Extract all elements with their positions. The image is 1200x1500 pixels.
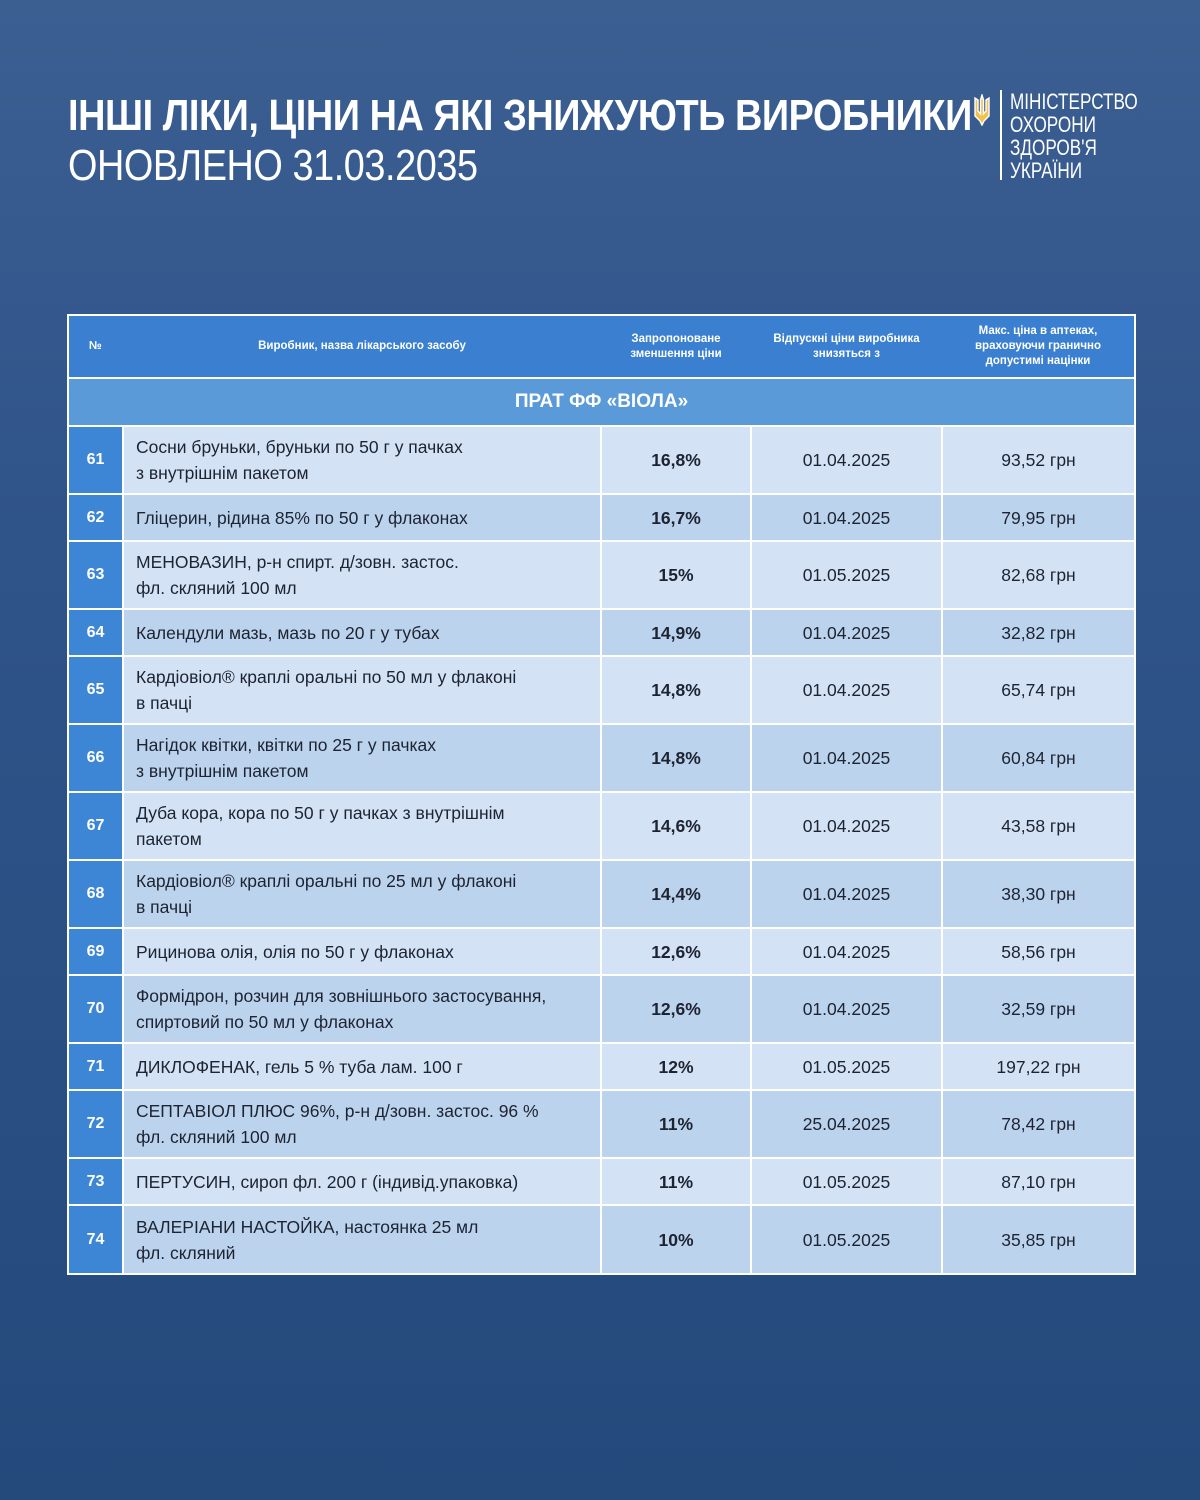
price-reduction-cell: 10%: [601, 1205, 751, 1273]
price-reduction-cell: 11%: [601, 1158, 751, 1205]
row-number: 72: [69, 1090, 123, 1158]
page-title: ІНШІ ЛІКИ, ЦІНИ НА ЯКІ ЗНИЖУЮТЬ ВИРОБНИКИ: [68, 91, 972, 140]
row-number: 69: [69, 928, 123, 975]
drug-name-line: СЕПТАВІОЛ ПЛЮС 96%, р-н д/зовн. застос. 96 %: [136, 1101, 539, 1121]
drug-name-line: ПЕРТУСИН, сироп фл. 200 г (індивід.упаковка): [136, 1171, 519, 1192]
table-row: [69, 860, 1134, 928]
price-reduction-cell: 12,6%: [601, 975, 751, 1043]
drug-name-line: ДИКЛОФЕНАК, гель 5 % туба лам. 100 г: [136, 1056, 463, 1077]
table-row: [69, 609, 1134, 656]
drug-name-line: в пачці: [136, 897, 193, 917]
logo-line: ОХОРОНИ: [1010, 112, 1096, 137]
drug-name-line: Календули мазь, мазь по 20 г у тубах: [136, 622, 440, 643]
column-header-price-reduction: Запропоноване зменшення ціни: [601, 316, 751, 378]
drug-name-line: Сосни бруньки, бруньки по 50 г у пачках: [136, 437, 463, 457]
manufacturer-group-row: [69, 378, 1134, 426]
effective-date-cell: 01.04.2025: [751, 494, 942, 541]
max-price-cell: 60,84 грн: [942, 724, 1134, 792]
drug-name-line: Нагідок квітки, квітки по 25 г у пачках: [136, 735, 436, 755]
table-row: [69, 656, 1134, 724]
effective-date-cell: 01.05.2025: [751, 1043, 942, 1090]
max-price-cell: 38,30 грн: [942, 860, 1134, 928]
row-number: 73: [69, 1158, 123, 1205]
drug-name-line: Кардіовіол® краплі оральні по 25 мл у флаконі: [136, 871, 517, 891]
row-number: 63: [69, 541, 123, 609]
max-price-cell: 35,85 грн: [942, 1205, 1134, 1273]
price-reduction-cell: 14,8%: [601, 656, 751, 724]
effective-date-cell: 01.04.2025: [751, 860, 942, 928]
row-number: 62: [69, 494, 123, 541]
drug-name-cell: [123, 792, 601, 860]
max-price-cell: 43,58 грн: [942, 792, 1134, 860]
max-price-cell: 65,74 грн: [942, 656, 1134, 724]
drug-name-line: МЕНОВАЗИН, р-н спирт. д/зовн. застос.: [136, 552, 459, 572]
row-number: 74: [69, 1205, 123, 1273]
max-price-cell: 93,52 грн: [942, 426, 1134, 494]
drug-name-cell: [123, 1158, 601, 1205]
price-table: [67, 314, 1136, 1275]
table-row: [69, 1043, 1134, 1090]
column-header-max-price: Макс. ціна в аптеках, враховуючи гранично допустимі націнки: [942, 316, 1134, 378]
drug-name-line: з внутрішнім пакетом: [136, 463, 309, 483]
column-header-number: №: [69, 316, 123, 378]
price-reduction-cell: 11%: [601, 1090, 751, 1158]
logo-divider: [1000, 90, 1002, 180]
table-row: [69, 494, 1134, 541]
price-reduction-cell: 16,7%: [601, 494, 751, 541]
drug-name-line: пакетом: [136, 829, 202, 849]
row-number: 71: [69, 1043, 123, 1090]
drug-name-cell: [123, 609, 601, 656]
effective-date-cell: 01.05.2025: [751, 541, 942, 609]
effective-date-cell: 01.05.2025: [751, 1205, 942, 1273]
drug-name-cell: [123, 928, 601, 975]
effective-date-cell: 01.04.2025: [751, 928, 942, 975]
max-price-cell: 87,10 грн: [942, 1158, 1134, 1205]
drug-name-cell: [123, 1090, 601, 1158]
effective-date-cell: 01.04.2025: [751, 975, 942, 1043]
table-header-row: [69, 316, 1134, 378]
price-reduction-cell: 16,8%: [601, 426, 751, 494]
page-subtitle: ОНОВЛЕНО 31.03.2035: [68, 141, 478, 190]
drug-name-cell: [123, 656, 601, 724]
price-reduction-cell: 14,9%: [601, 609, 751, 656]
table-row: [69, 426, 1134, 494]
drug-name-cell: [123, 724, 601, 792]
table-row: [69, 1205, 1134, 1273]
effective-date-cell: 01.04.2025: [751, 792, 942, 860]
max-price-cell: 78,42 грн: [942, 1090, 1134, 1158]
effective-date-cell: 01.04.2025: [751, 426, 942, 494]
drug-name-cell: [123, 860, 601, 928]
table-row: [69, 792, 1134, 860]
drug-name-line: ВАЛЕРІАНИ НАСТОЙКА, настоянка 25 мл: [136, 1216, 479, 1237]
column-header-drug-name: Виробник, назва лікарського засобу: [123, 316, 601, 378]
row-number: 67: [69, 792, 123, 860]
max-price-cell: 82,68 грн: [942, 541, 1134, 609]
effective-date-cell: 01.04.2025: [751, 609, 942, 656]
max-price-cell: 197,22 грн: [942, 1043, 1134, 1090]
drug-name-line: Рицинова олія, олія по 50 г у флаконах: [136, 941, 454, 962]
max-price-cell: 58,56 грн: [942, 928, 1134, 975]
column-header-effective-date: Відпускні ціни виробника знизяться з: [751, 316, 942, 378]
table-row: [69, 724, 1134, 792]
logo-text: [1010, 90, 1138, 182]
effective-date-cell: 25.04.2025: [751, 1090, 942, 1158]
logo-line: УКРАЇНИ: [1010, 158, 1083, 183]
price-reduction-cell: 14,6%: [601, 792, 751, 860]
price-reduction-cell: 12%: [601, 1043, 751, 1090]
drug-name-cell: [123, 975, 601, 1043]
price-reduction-cell: 15%: [601, 541, 751, 609]
trident-icon: [972, 94, 992, 126]
drug-name-line: спиртовий по 50 мл у флаконах: [136, 1012, 394, 1032]
effective-date-cell: 01.05.2025: [751, 1158, 942, 1205]
drug-name-cell: [123, 541, 601, 609]
max-price-cell: 32,82 грн: [942, 609, 1134, 656]
drug-name-line: фл. скляний: [136, 1242, 236, 1263]
drug-name-line: Кардіовіол® краплі оральні по 50 мл у флаконі: [136, 667, 517, 687]
row-number: 65: [69, 656, 123, 724]
price-reduction-cell: 12,6%: [601, 928, 751, 975]
drug-name-line: Формідрон, розчин для зовнішнього застосування,: [136, 986, 547, 1006]
row-number: 64: [69, 609, 123, 656]
effective-date-cell: 01.04.2025: [751, 724, 942, 792]
drug-name-line: Дуба кора, кора по 50 г у пачках з внутрішнім: [136, 803, 505, 823]
table-row: [69, 975, 1134, 1043]
table-row: [69, 928, 1134, 975]
table-row: [69, 541, 1134, 609]
row-number: 68: [69, 860, 123, 928]
drug-name-line: в пачці: [136, 693, 193, 713]
drug-name-cell: [123, 494, 601, 541]
drug-name-cell: [123, 426, 601, 494]
drug-name-line: з внутрішнім пакетом: [136, 761, 309, 781]
drug-name-line: фл. скляний 100 мл: [136, 1127, 297, 1147]
price-reduction-cell: 14,8%: [601, 724, 751, 792]
logo-line: МІНІСТЕРСТВО: [1010, 89, 1138, 114]
row-number: 70: [69, 975, 123, 1043]
max-price-cell: 79,95 грн: [942, 494, 1134, 541]
drug-name-line: Гліцерин, рідина 85% по 50 г у флаконах: [136, 507, 468, 528]
table-row: [69, 1158, 1134, 1205]
logo-line: ЗДОРОВ'Я: [1010, 135, 1097, 160]
drug-name-cell: [123, 1043, 601, 1090]
drug-name-cell: [123, 1205, 601, 1273]
max-price-cell: 32,59 грн: [942, 975, 1134, 1043]
drug-name-line: фл. скляний 100 мл: [136, 578, 297, 598]
effective-date-cell: 01.04.2025: [751, 656, 942, 724]
table-row: [69, 1090, 1134, 1158]
row-number: 66: [69, 724, 123, 792]
manufacturer-name: ПРАТ ФФ «ВІОЛА»: [69, 378, 1134, 426]
ministry-logo: [972, 90, 1174, 182]
price-reduction-cell: 14,4%: [601, 860, 751, 928]
row-number: 61: [69, 426, 123, 494]
